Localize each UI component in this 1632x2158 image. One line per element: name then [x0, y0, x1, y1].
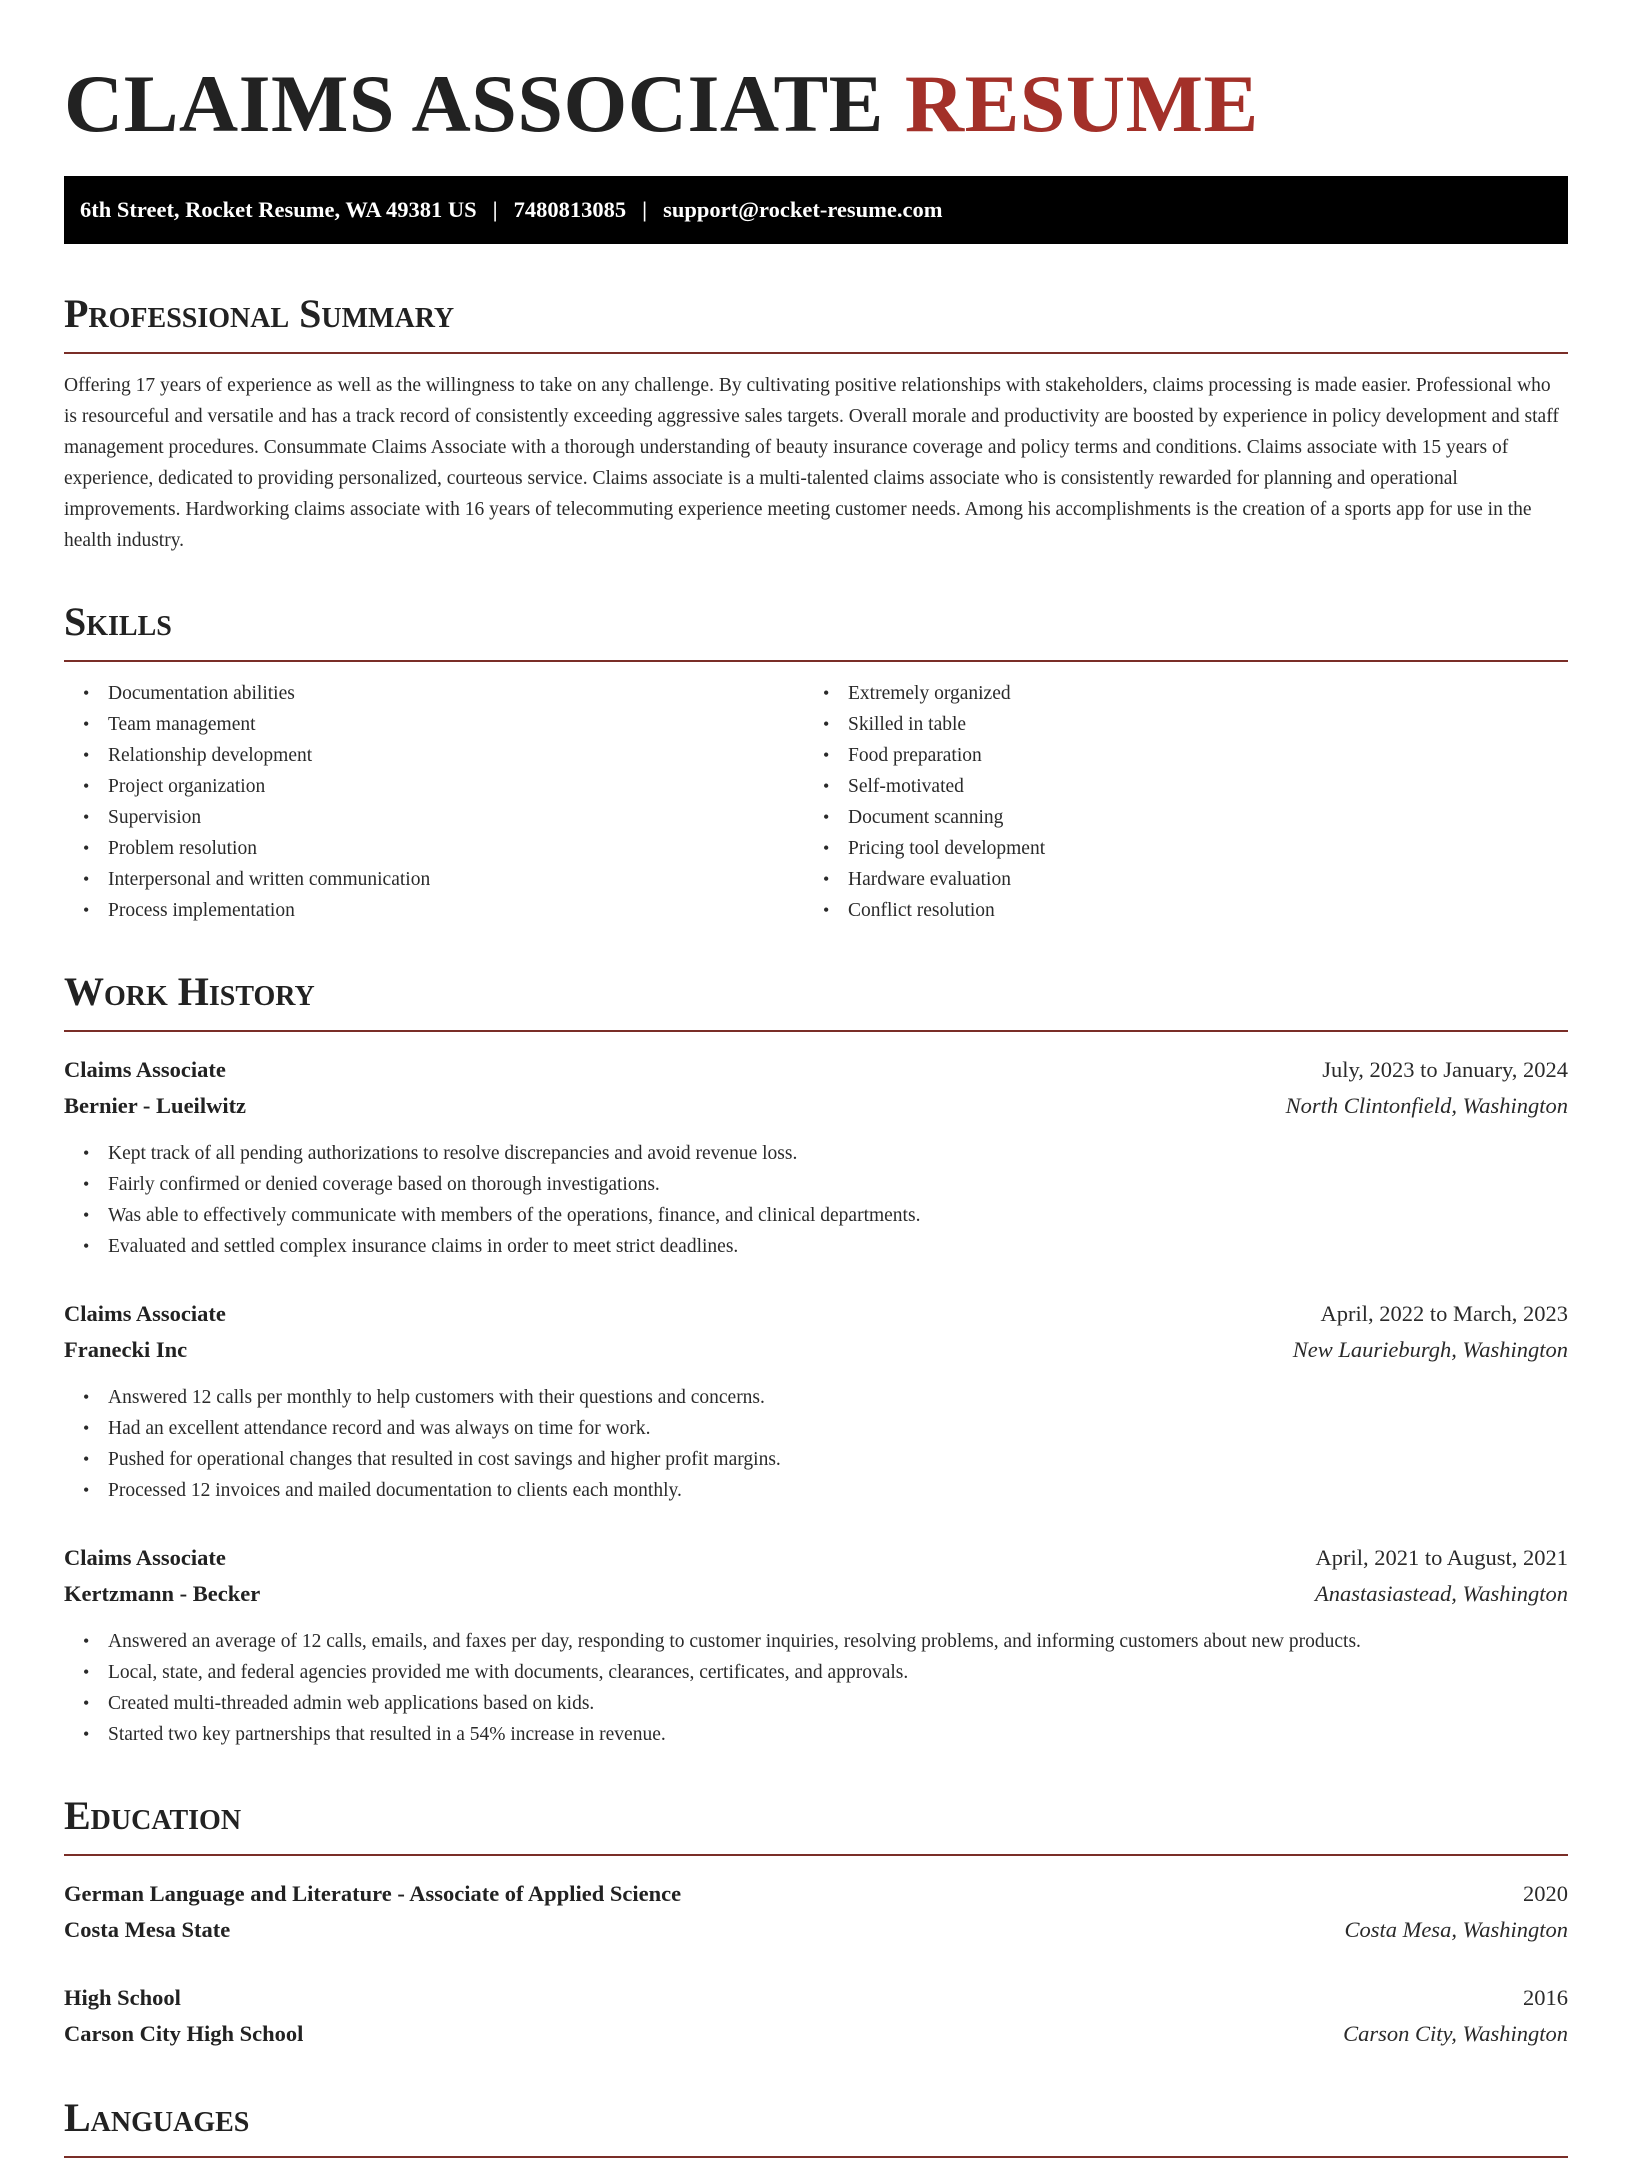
education-school-row	[64, 2016, 1568, 2052]
skills-list	[64, 678, 1568, 926]
skill-item: • Hardware evaluation	[848, 864, 1544, 895]
job-bullet: • Local, state, and federal agencies provided me with documents, clearances, certificates, and approvals.	[108, 1657, 1568, 1688]
job-dates: April, 2022 to March, 2023	[1320, 1301, 1568, 1326]
education-entry	[64, 1876, 1568, 1948]
job-dates: April, 2021 to August, 2021	[1315, 1545, 1568, 1570]
job-bullet: • Created multi-threaded admin web applications based on kids.	[108, 1688, 1568, 1719]
job-bullet: • Processed 12 invoices and mailed documentation to clients each monthly.	[108, 1475, 1568, 1506]
contact-address: 6th Street, Rocket Resume, WA 49381 US	[80, 197, 477, 222]
job-bullet: • Answered an average of 12 calls, emails, and faxes per day, responding to customer inquiries, resolving problems, and informing customers about new products.	[108, 1626, 1568, 1657]
job-location: North Clintonfield, Washington	[1285, 1093, 1568, 1118]
skill-item: • Skilled in table	[848, 709, 1544, 740]
job-entry	[64, 1052, 1568, 1262]
education-degree: German Language and Literature - Associate of Applied Science	[64, 1881, 682, 1906]
job-company: Kertzmann - Becker	[64, 1581, 261, 1606]
job-bullet: • Pushed for operational changes that resulted in cost savings and higher profit margins.	[108, 1444, 1568, 1475]
job-entry	[64, 1540, 1568, 1750]
job-title: Claims Associate	[64, 1057, 226, 1082]
section-heading-skills: Skills	[64, 598, 1568, 662]
job-location: Anastasiastead, Washington	[1315, 1581, 1568, 1606]
job-company-row	[64, 1576, 1568, 1612]
skill-item: • Problem resolution	[108, 833, 804, 864]
skill-item: • Interpersonal and written communication	[108, 864, 804, 895]
summary-text: Offering 17 years of experience as well as the willingness to take on any challenge. By cultivating positive relationships with stakeholders, claims processing is made easier. Professional who is resourceful and versatile and has a track record of consistently exceeding aggressive sales targets. Overall morale and productivity are boosted by experience in policy development and staff management procedures. Consummate Claims Associate with a thorough understanding of beauty insurance coverage and policy terms and conditions. Claims associate with 15 years of experience, dedicated to providing personalized, courteous service. Claims associate is a multi-talented claims associate who is consistently rewarded for planning and operational improvements. Hardworking claims associate with 16 years of telecommuting experience meeting customer needs. Among his accomplishments is the creation of a sports app for use in the health industry.	[64, 375, 1559, 551]
job-header-row	[64, 1296, 1568, 1332]
skill-item: • Self-motivated	[848, 771, 1544, 802]
skill-item: • Pricing tool development	[848, 833, 1544, 864]
skill-item: • Supervision	[108, 802, 804, 833]
job-bullet: • Started two key partnerships that resulted in a 54% increase in revenue.	[108, 1719, 1568, 1750]
job-bullet: • Had an excellent attendance record and was always on time for work.	[108, 1413, 1568, 1444]
job-bullet: • Fairly confirmed or denied coverage based on thorough investigations.	[108, 1169, 1568, 1200]
education-degree: High School	[64, 1985, 181, 2010]
education-location: Carson City, Washington	[1343, 2021, 1568, 2046]
job-bullet: • Kept track of all pending authorizations to resolve discrepancies and avoid revenue loss.	[108, 1138, 1568, 1169]
education-degree-row	[64, 1876, 1568, 1912]
job-header-row	[64, 1540, 1568, 1576]
job-company-row	[64, 1088, 1568, 1124]
job-company-row	[64, 1332, 1568, 1368]
job-company: Bernier - Lueilwitz	[64, 1093, 247, 1118]
contact-email: support@rocket-resume.com	[663, 197, 943, 222]
title-main: CLAIMS ASSOCIATE	[64, 58, 884, 149]
skills-column-left	[64, 678, 804, 926]
section-heading-work-history: Work History	[64, 968, 1568, 1032]
resume-page	[64, 0, 1568, 2158]
job-bullets	[64, 1138, 1568, 1262]
job-bullet: • Was able to effectively communicate with members of the operations, finance, and clinical departments.	[108, 1200, 1568, 1231]
resume-title	[64, 56, 1568, 152]
contact-separator: |	[642, 197, 648, 222]
skill-item: • Extremely organized	[848, 678, 1544, 709]
section-heading-education: Education	[64, 1792, 1568, 1856]
education-location: Costa Mesa, Washington	[1344, 1917, 1568, 1942]
title-accent: RESUME	[904, 58, 1259, 149]
skills-column-right	[804, 678, 1544, 926]
education-year: 2016	[1523, 1985, 1568, 2010]
job-title: Claims Associate	[64, 1545, 226, 1570]
education-year: 2020	[1523, 1881, 1568, 1906]
job-title: Claims Associate	[64, 1301, 226, 1326]
education-school: Carson City High School	[64, 2021, 304, 2046]
skill-item: • Document scanning	[848, 802, 1544, 833]
skill-item: • Documentation abilities	[108, 678, 804, 709]
skill-item: • Conflict resolution	[848, 895, 1544, 926]
education-school-row	[64, 1912, 1568, 1948]
job-bullet: • Evaluated and settled complex insurance claims in order to meet strict deadlines.	[108, 1231, 1568, 1262]
skill-item: • Relationship development	[108, 740, 804, 771]
job-location: New Laurieburgh, Washington	[1292, 1337, 1568, 1362]
job-company: Franecki Inc	[64, 1337, 188, 1362]
job-entry	[64, 1296, 1568, 1506]
section-heading-summary: Professional Summary	[64, 290, 1568, 354]
education-school: Costa Mesa State	[64, 1917, 231, 1942]
contact-bar	[64, 176, 1568, 244]
contact-phone: 7480813085	[513, 197, 627, 222]
job-bullets	[64, 1626, 1568, 1750]
education-degree-row	[64, 1980, 1568, 2016]
skill-item: • Project organization	[108, 771, 804, 802]
skill-item: • Team management	[108, 709, 804, 740]
skill-item: • Food preparation	[848, 740, 1544, 771]
section-heading-languages: Languages	[64, 2094, 1568, 2158]
contact-separator: |	[492, 197, 498, 222]
skill-item: • Process implementation	[108, 895, 804, 926]
education-entry	[64, 1980, 1568, 2052]
job-bullets	[64, 1382, 1568, 1506]
job-dates: July, 2023 to January, 2024	[1322, 1057, 1568, 1082]
job-bullet: • Answered 12 calls per monthly to help customers with their questions and concerns.	[108, 1382, 1568, 1413]
job-header-row	[64, 1052, 1568, 1088]
